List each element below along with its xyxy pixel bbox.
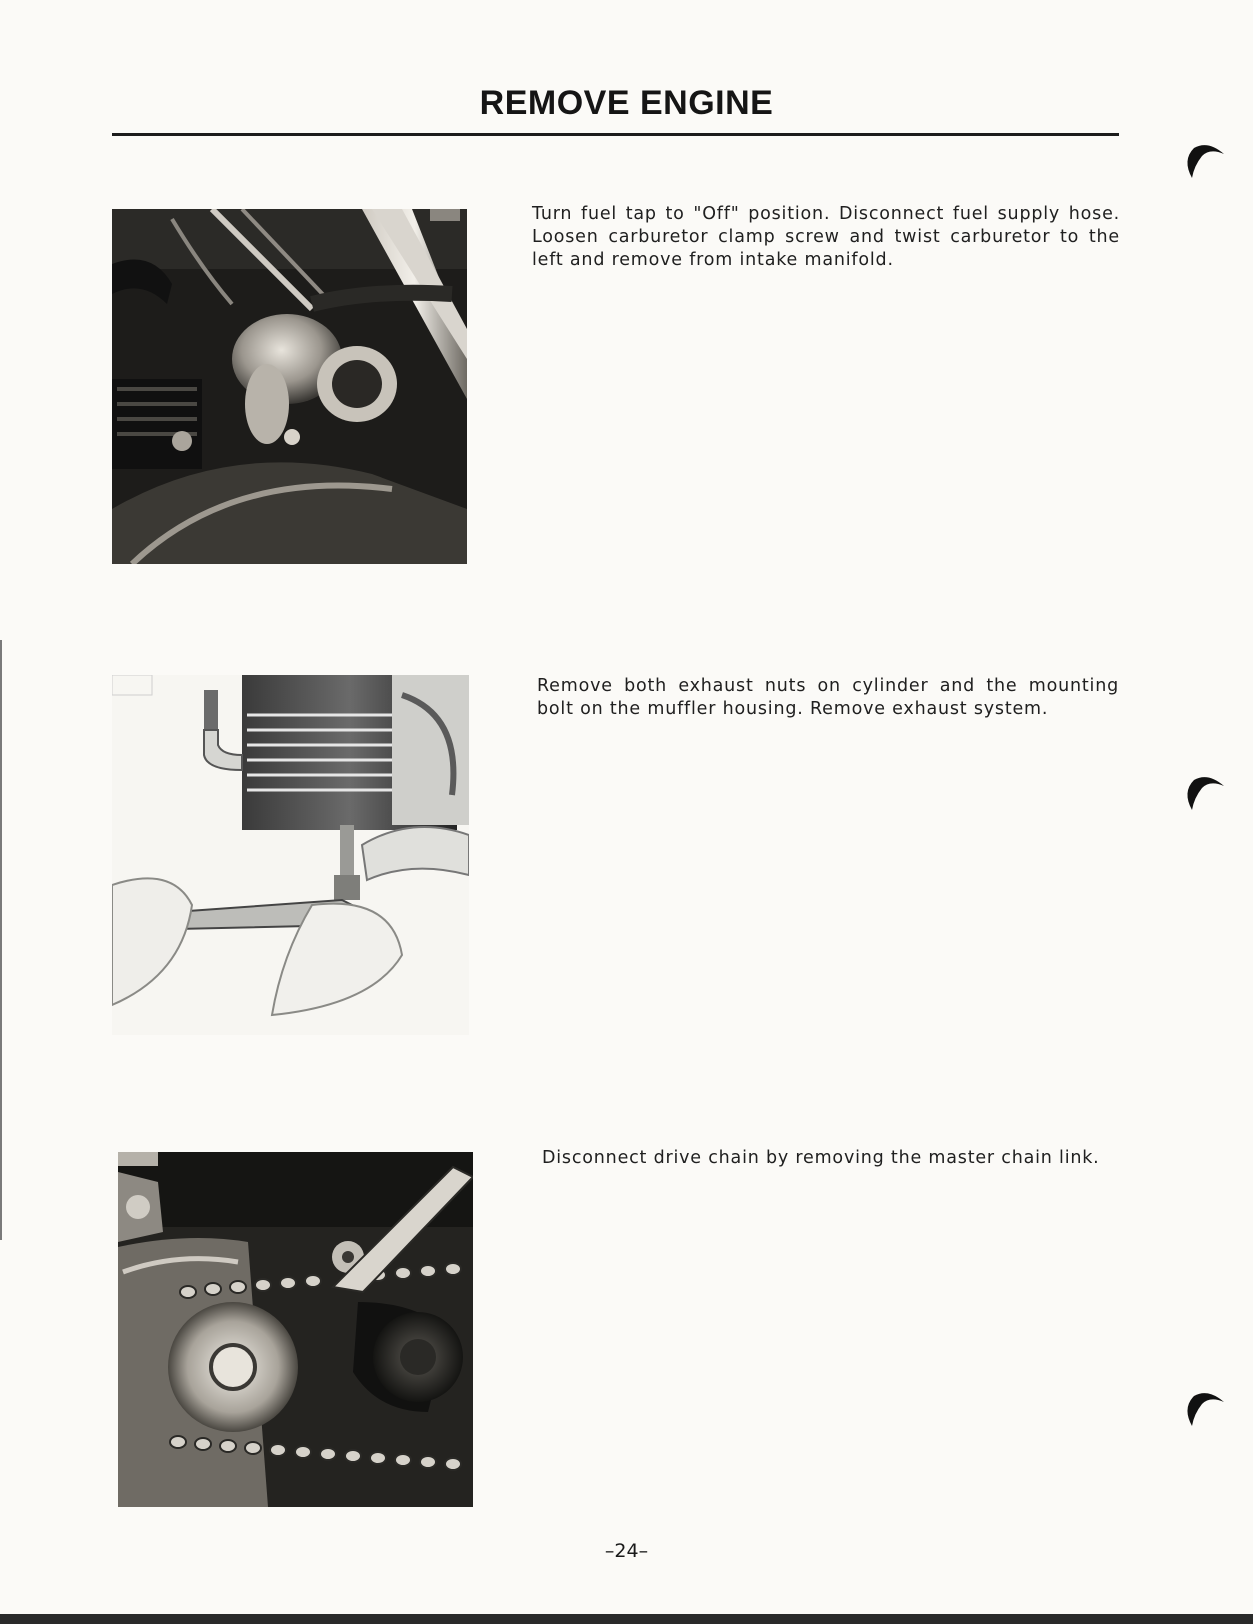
scan-edge-bottom [0,1614,1253,1624]
page-title: REMOVE ENGINE [479,84,774,122]
binder-hole-icon [1180,140,1226,186]
instruction-text-1: Turn fuel tap to "Off" position. Disconnect fuel supply hose. Loosen carburetor clamp screw and twist carburetor to the left and remove from intake manifold. [532,204,1120,270]
instruction-text-2: Remove both exhaust nuts on cylinder and the mounting bolt on the muffler housing. Remove exhaust system. [537,676,1119,719]
title-rule [112,133,1119,136]
drive-chain-photo [118,1152,473,1507]
binder-hole-icon [1180,1388,1226,1434]
exhaust-photo [112,675,469,1035]
page-number: –24– [604,1540,649,1562]
binder-hole-icon [1180,772,1226,818]
scan-edge-left [0,640,2,1240]
carburetor-photo [112,209,467,564]
instruction-text-3: Disconnect drive chain by removing the master chain link. [542,1148,1100,1168]
